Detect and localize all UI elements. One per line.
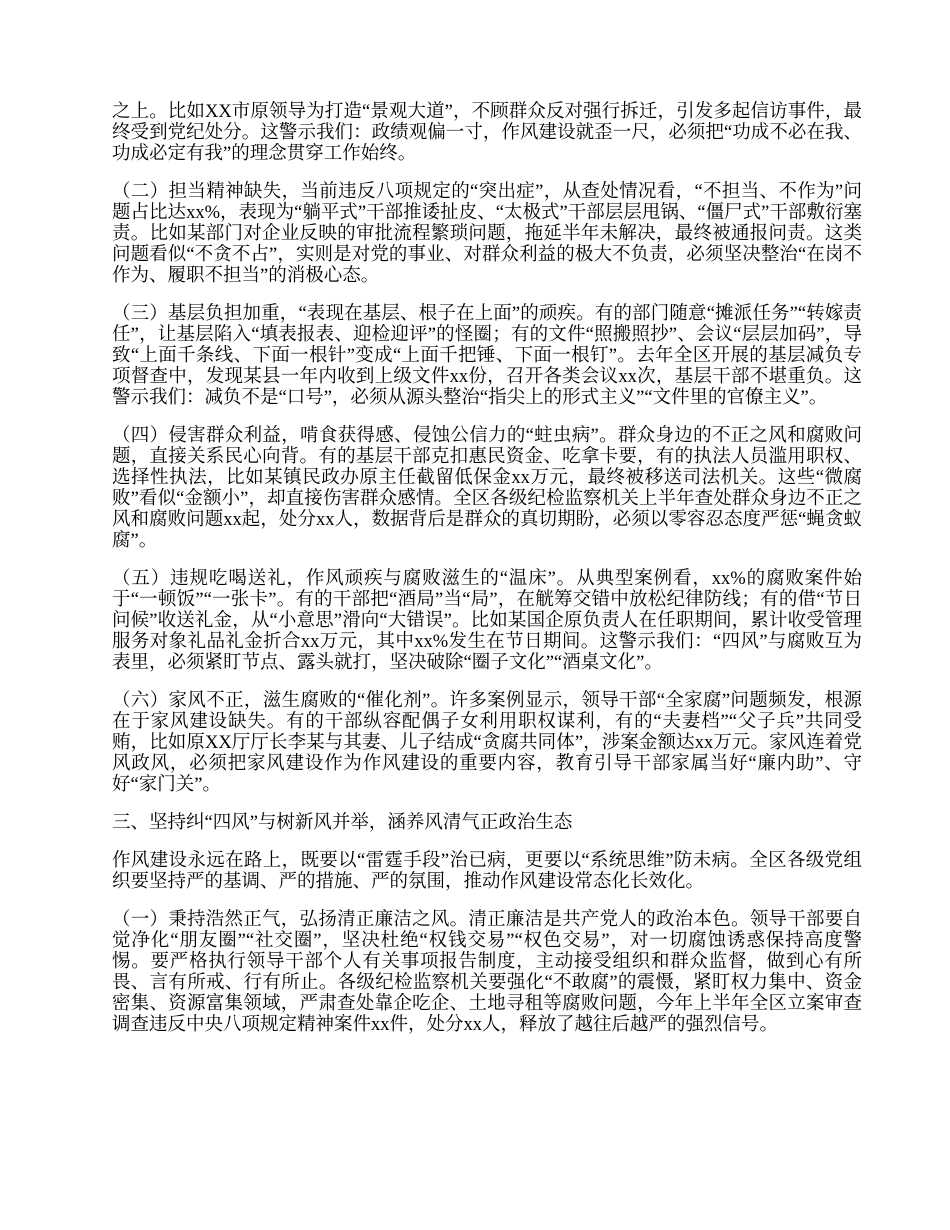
paragraph-item-1-section-3: （一）秉持浩然正气，弘扬清正廉洁之风。清正廉洁是共产党人的政治本色。领导干部要自觉净化“朋友圈”“社交圈”，坚决杜绝“权钱交易”“权色交易”，对一切腐蚀诱惑保持高度警惕。要严格执行领导干部个人有关事项报告制度，主动接受组织和群众监督，做到心有所畏、言有所戒、行有所止。各级纪检监察机关要强化“不敢腐”的震慑，紧盯权力集中、资金密集、资源富集领域，严肃查处靠企吃企、土地寻租等腐败问题，今年上半年全区立案审查调查违反中央八项规定精神案件xx件，处分xx人，释放了越往后越严的强烈信号。 [112, 910, 862, 1035]
paragraph-item-5: （五）违规吃喝送礼，作风顽疾与腐败滋生的“温床”。从典型案例看，xx%的腐败案件始于“一顿饭”“一张卡”。有的干部把“酒局”当“局”，在觥筹交错中放松纪律防线；有的借“节日问候”收送礼金，从“小意思”滑向“大错误”。比如某国企原负责人在任职期间，累计收受管理服务对象礼品礼金折合xx万元，其中xx%发生在节日期间。这警示我们：“四风”与腐败互为表里，必须紧盯节点、露头就打，坚决破除“圈子文化”“酒桌文化”。 [112, 569, 862, 673]
paragraph-item-4: （四）侵害群众利益，啃食获得感、侵蚀公信力的“蛀虫病”。群众身边的不正之风和腐败问题，直接关系民心向背。有的基层干部克扣惠民资金、吃拿卡要，有的执法人员滥用职权、选择性执法，比如某镇民政办原主任截留低保金xx万元，最终被移送司法机关。这些“微腐败”看似“金额小”，却直接伤害群众感情。全区各级纪检监察机关上半年查处群众身边不正之风和腐败问题xx起，处分xx人，数据背后是群众的真切期盼，必须以零容忍态度严惩“蝇贪蚁腐”。 [112, 426, 862, 551]
paragraph-continuation: 之上。比如XX市原领导为打造“景观大道”，不顾群众反对强行拆迁，引发多起信访事件，最终受到党纪处分。这警示我们：政绩观偏一寸，作风建设就歪一尺，必须把“功成不必在我、功成必定有我”的理念贯穿工作始终。 [112, 102, 862, 164]
document-text-content [112, 102, 862, 1053]
section-intro-paragraph: 作风建设永远在路上，既要以“雷霆手段”治已病，更要以“系统思维”防未病。全区各级党组织要坚持严的基调、严的措施、严的氛围，推动作风建设常态化长效化。 [112, 851, 862, 892]
paragraph-item-2: （二）担当精神缺失，当前违反八项规定的“突出症”，从查处情况看，“不担当、不作为”问题占比达xx%，表现为“躺平式”干部推诿扯皮、“太极式”干部层层甩锅、“僵尸式”干部敷衍塞责。比如某部门对企业反映的审批流程繁琐问题，拖延半年未解决，最终被通报问责。这类问题看似“不贪不占”，实则是对党的事业、对群众利益的极大不负责，必须坚决整治“在岗不作为、履职不担当”的消极心态。 [112, 182, 862, 286]
paragraph-item-3: （三）基层负担加重，“表现在基层、根子在上面”的顽疾。有的部门随意“摊派任务”“转嫁责任”，让基层陷入“填表报表、迎检迎评”的怪圈；有的文件“照搬照抄”、会议“层层加码”，导致“上面千条线、下面一根针”变成“上面千把锤、下面一根钉”。去年全区开展的基层减负专项督查中，发现某县一年内收到上级文件xx份，召开各类会议xx次，基层干部不堪重负。这警示我们：减负不是“口号”，必须从源头整治“指尖上的形式主义”“文件里的官僚主义”。 [112, 304, 862, 408]
section-heading-3: 三、坚持纠“四风”与树新风并举，涵养风清气正政治生态 [112, 813, 573, 833]
paragraph-item-6: （六）家风不正，滋生腐败的“催化剂”。许多案例显示，领导干部“全家腐”问题频发，根源在于家风建设缺失。有的干部纵容配偶子女利用职权谋利，有的“夫妻档”“父子兵”共同受贿，比如原XX厅厅长李某与其妻、儿子结成“贪腐共同体”，涉案金额达xx万元。家风连着党风政风，必须把家风建设作为作风建设的重要内容，教育引导干部家属当好“廉内助”、守好“家门关”。 [112, 691, 862, 795]
